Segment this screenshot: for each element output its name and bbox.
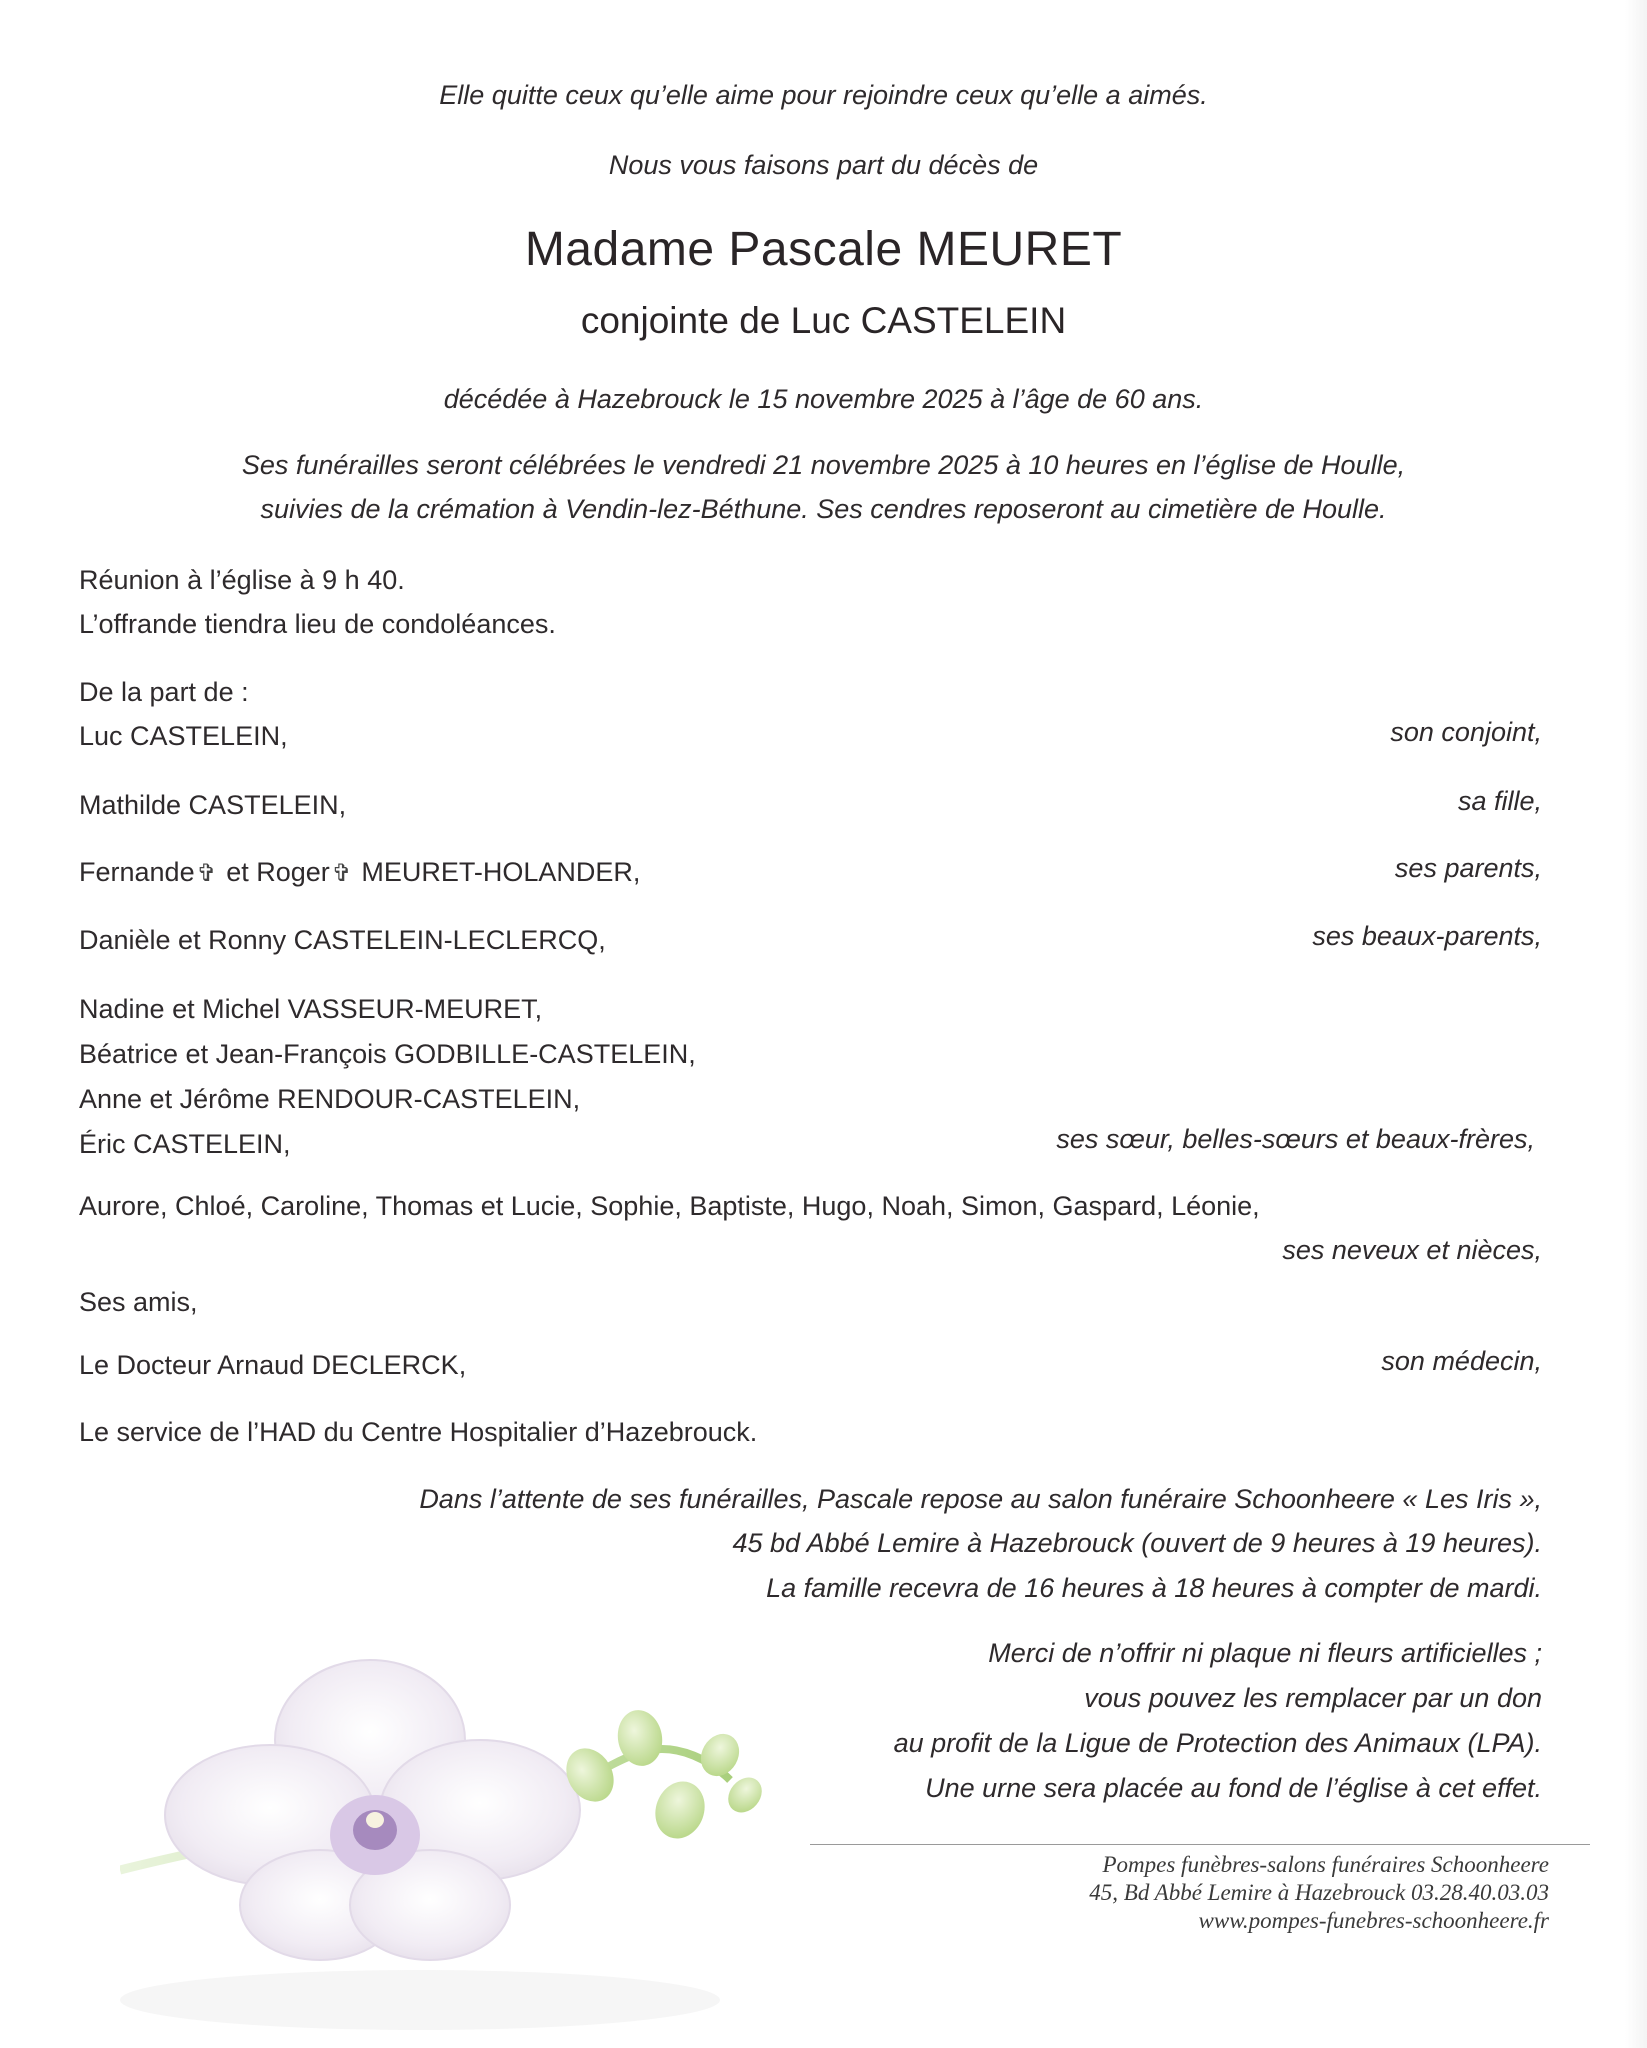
donation-line-1: Merci de n’offrir ni plaque ni fleurs artificielles ; xyxy=(988,1638,1542,1668)
spouse-line: conjointe de Luc CASTELEIN xyxy=(580,300,1067,341)
donation-line-3: au profit de la Ligue de Protection des Animaux (LPA). xyxy=(893,1728,1542,1758)
offering-note: L’offrande tiendra lieu de condoléances. xyxy=(79,609,556,639)
nephews-relation: ses neveux et nièces, xyxy=(1282,1235,1542,1265)
donation-line-2: vous pouvez les remplacer par un don xyxy=(1084,1683,1542,1713)
orchid-bud xyxy=(693,1727,746,1783)
funeral-line-1: Ses funérailles seront célébrées le vendredi 21 novembre 2025 à 10 heures en l’église de Houlle, xyxy=(241,450,1406,480)
death-line: décédée à Hazebrouck le 15 novembre 2025 à l’âge de 60 ans. xyxy=(443,384,1204,414)
family-entry-names: Danièle et Ronny CASTELEIN-LECLERCQ, xyxy=(79,925,606,955)
doctor-relation: son médecin, xyxy=(1381,1346,1542,1376)
nephews-list: Aurore, Chloé, Caroline, Thomas et Lucie, Sophie, Baptiste, Hugo, Noah, Simon, Gaspard, Léonie, xyxy=(79,1191,1260,1221)
footer-address: 45, Bd Abbé Lemire à Hazebrouck 03.28.40.03.03 xyxy=(1089,1880,1549,1905)
orchid-bud xyxy=(648,1775,713,1846)
doctor-name: Le Docteur Arnaud DECLERCK, xyxy=(79,1350,467,1380)
visitation-line-1: Dans l’attente de ses funérailles, Pascale repose au salon funéraire Schoonheere « Les Iris », xyxy=(419,1484,1542,1514)
orchid-column xyxy=(366,1812,384,1828)
orchid-illustration xyxy=(120,1620,840,2040)
siblings-relation: ses sœur, belles-sœurs et beaux-frères, xyxy=(1056,1124,1535,1154)
family-entry-names: Luc CASTELEIN, xyxy=(79,721,288,751)
sibling-entry: Éric CASTELEIN, xyxy=(79,1129,291,1159)
sibling-entry: Nadine et Michel VASSEUR-MEURET, xyxy=(79,994,543,1024)
sibling-entry: Béatrice et Jean-François GODBILLE-CASTELEIN, xyxy=(79,1039,696,1069)
epigraph: Elle quitte ceux qu’elle aime pour rejoindre ceux qu’elle a aimés. xyxy=(439,80,1208,110)
family-entry-parents xyxy=(79,857,640,888)
sibling-entry: Anne et Jérôme RENDOUR-CASTELEIN, xyxy=(79,1084,581,1114)
latin-cross-icon: ✞ xyxy=(331,860,352,887)
family-entry-relation: ses beaux-parents, xyxy=(1312,921,1542,951)
hospital-service: Le service de l’HAD du Centre Hospitalier d’Hazebrouck. xyxy=(79,1417,758,1447)
parent-name-father: et Roger xyxy=(218,857,330,887)
parents-surname: MEURET-HOLANDER, xyxy=(353,857,641,887)
footer-divider xyxy=(810,1844,1590,1845)
friends-line: Ses amis, xyxy=(79,1287,198,1317)
orchid-reflection xyxy=(120,1970,720,2030)
family-entry-names: Mathilde CASTELEIN, xyxy=(79,790,347,820)
family-entry-relation: son conjoint, xyxy=(1390,717,1542,747)
deceased-name: Madame Pascale MEURET xyxy=(524,223,1123,276)
visitation-line-2: 45 bd Abbé Lemire à Hazebrouck (ouvert de 9 heures à 19 heures). xyxy=(732,1528,1542,1558)
family-entry-relation: ses parents, xyxy=(1394,853,1542,883)
family-entry-relation: sa fille, xyxy=(1457,786,1542,816)
footer-company: Pompes funèbres-salons funéraires Schoonheere xyxy=(1102,1852,1549,1877)
footer-website: www.pompes-funebres-schoonheere.fr xyxy=(1198,1908,1549,1933)
funeral-line-2: suivies de la crémation à Vendin-lez-Béthune. Ses cendres reposeront au cimetière de Houlle. xyxy=(260,494,1387,524)
announcement: Nous vous faisons part du décès de xyxy=(608,150,1039,180)
latin-cross-icon: ✞ xyxy=(196,860,217,887)
visitation-line-3: La famille recevra de 16 heures à 18 heures à compter de mardi. xyxy=(766,1573,1542,1603)
family-intro: De la part de : xyxy=(79,677,249,707)
donation-line-4: Une urne sera placée au fond de l’église à cet effet. xyxy=(925,1773,1542,1803)
parent-name-mother: Fernande xyxy=(79,857,195,887)
meeting-note: Réunion à l’église à 9 h 40. xyxy=(79,565,405,595)
